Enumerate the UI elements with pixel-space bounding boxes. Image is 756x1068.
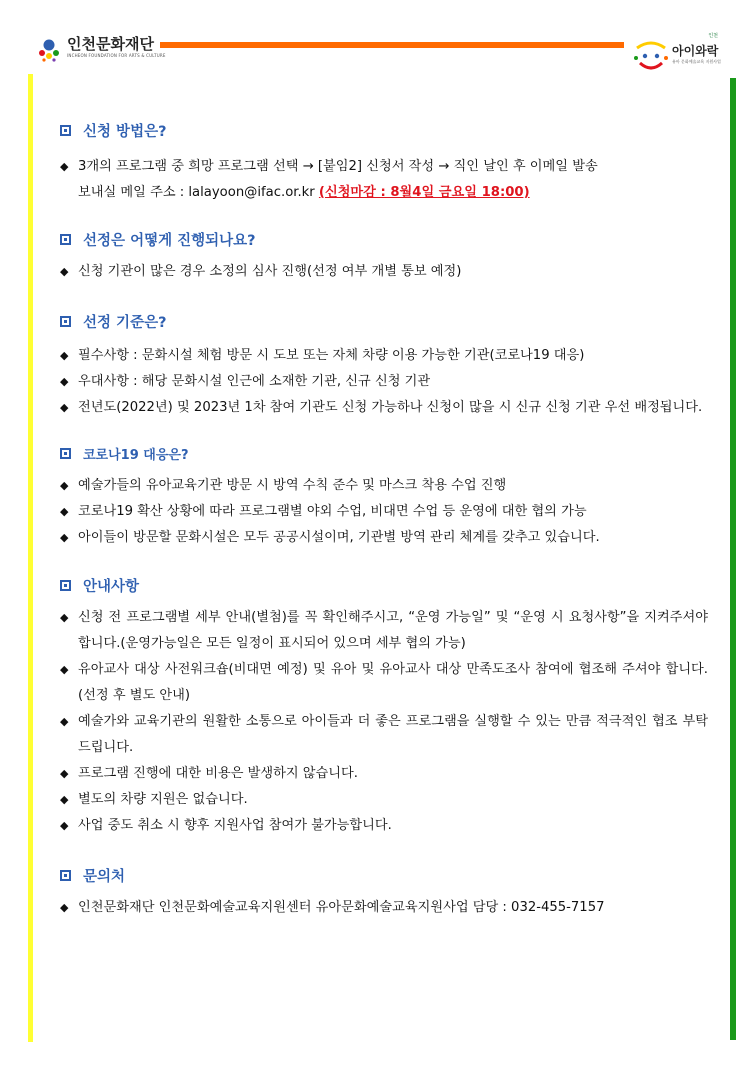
section-title-text: 코로나19 대응은? (83, 447, 189, 463)
list-item-text: 예술가와 교육기관의 원활한 소통으로 아이들과 더 좋은 프로그램을 실행할 수 있는 만큼 적극적인 협조 부탁 드립니다. (78, 714, 708, 755)
section-title (60, 118, 708, 142)
foundation-subtitle: INCHEON FOUNDATION FOR ARTS & CULTURE (67, 53, 166, 58)
right-green-bar (730, 78, 736, 1040)
list-item-text: 3개의 프로그램 중 희망 프로그램 선택 → [붙임2] 신청서 작성 → 직인 날인 후 이메일 발송 (78, 159, 598, 174)
document-body (60, 118, 708, 921)
diamond-bullet-icon: ◆ (60, 767, 69, 780)
square-bullet-icon (60, 580, 71, 591)
list-item-text: 신청 기관이 많은 경우 소정의 심사 진행(선정 여부 개별 통보 예정) (78, 264, 462, 279)
section-title-text: 신청 방법은? (83, 123, 167, 140)
list-item (60, 343, 708, 369)
section-contact (60, 863, 708, 921)
diamond-bullet-icon: ◆ (60, 663, 69, 676)
list-item (60, 657, 708, 709)
square-bullet-icon (60, 125, 71, 136)
list-item (60, 787, 708, 813)
list-item-text: 예술가들의 유아교육기관 방문 시 방역 수칙 준수 및 마스크 착용 수업 진행 (78, 478, 507, 493)
email-line-text: 보내실 메일 주소 : lalayoon@ifac.or.kr (78, 185, 319, 200)
square-bullet-icon (60, 448, 71, 459)
program-logo-icon (632, 36, 670, 76)
list-item (60, 395, 708, 421)
bullet-spacer (60, 180, 78, 206)
list-item-text: 필수사항 : 문화시설 체험 방문 시 도보 또는 자체 차량 이용 가능한 기관(코로나19 대응) (78, 348, 585, 363)
list-item-text: 사업 중도 취소 시 향후 지원사업 참여가 불가능합니다. (78, 818, 392, 833)
diamond-bullet-icon: ◆ (60, 349, 69, 362)
list-item-text: 인천문화재단 인천문화예술교육지원센터 유아문화예술교육지원사업 담당 : 032-455-7157 (78, 900, 605, 915)
square-bullet-icon (60, 316, 71, 327)
diamond-bullet-icon: ◆ (60, 611, 69, 624)
diamond-bullet-icon: ◆ (60, 160, 69, 173)
left-yellow-bar (28, 74, 33, 1042)
list-item (60, 605, 708, 657)
diamond-bullet-icon: ◆ (60, 265, 69, 278)
section-title (60, 227, 708, 251)
list-item (60, 154, 708, 180)
square-bullet-icon (60, 870, 71, 881)
list-item (60, 473, 708, 499)
diamond-bullet-icon: ◆ (60, 531, 69, 544)
diamond-bullet-icon: ◆ (60, 375, 69, 388)
list-item (60, 499, 708, 525)
square-bullet-icon (60, 234, 71, 245)
list-item-text: 우대사항 : 해당 문화시설 인근에 소재한 기관, 신규 신청 기관 (78, 374, 431, 389)
list-item (60, 525, 708, 551)
diamond-bullet-icon: ◆ (60, 505, 69, 518)
section-title (60, 863, 708, 887)
list-item (60, 180, 708, 206)
section-title-text: 선정은 어떻게 진행되나요? (83, 232, 256, 249)
list-item-text: 별도의 차량 지원은 없습니다. (78, 792, 248, 807)
page-header (0, 0, 756, 90)
deadline-text: (신청마감 : 8월4일 금요일 18:00) (318, 185, 530, 200)
program-logo-subtitle: 유아 문화예술교육 지원사업 (672, 59, 721, 64)
section-title-text: 안내사항 (83, 578, 140, 595)
section-title (60, 573, 708, 597)
list-item (60, 895, 708, 921)
list-item (60, 369, 708, 395)
list-item (60, 761, 708, 787)
section-apply (60, 118, 708, 206)
list-item (60, 259, 708, 285)
list-item-text: 전년도(2022년) 및 2023년 1차 참여 기관도 신청 가능하나 신청이 많을 시 신규 신청 기관 우선 배정됩니다. (78, 400, 703, 415)
list-item-text (78, 180, 708, 206)
diamond-bullet-icon: ◆ (60, 715, 69, 728)
section-selection-criteria (60, 309, 708, 421)
program-logo (632, 32, 722, 84)
foundation-logo (36, 36, 166, 62)
diamond-bullet-icon: ◆ (60, 901, 69, 914)
program-logo-top: 인천 (708, 33, 718, 39)
section-covid (60, 441, 708, 551)
section-selection-process (60, 227, 708, 285)
diamond-bullet-icon: ◆ (60, 793, 69, 806)
foundation-name: 인천문화재단 (67, 35, 154, 53)
diamond-bullet-icon: ◆ (60, 819, 69, 832)
section-title (60, 309, 708, 333)
section-title (60, 441, 708, 465)
list-item-text: 프로그램 진행에 대한 비용은 발생하지 않습니다. (78, 766, 358, 781)
section-title-text: 문의처 (83, 868, 126, 885)
list-item (60, 709, 708, 761)
section-notices (60, 573, 708, 839)
program-logo-name: 아이와락 (672, 44, 719, 58)
diamond-bullet-icon: ◆ (60, 401, 69, 414)
list-item-text: 신청 전 프로그램별 세부 안내(별첨)를 꼭 확인해주시고, “운영 가능일” 및 “운영 시 요청사항”을 지켜주셔야 합니다.(운영가능일은 모든 일정이 표시되어 있으며 세부 협의 가능) (78, 610, 708, 651)
diamond-bullet-icon: ◆ (60, 479, 69, 492)
foundation-logo-icon (36, 36, 62, 62)
header-orange-bar (160, 42, 624, 48)
list-item-text: 아이들이 방문할 문화시설은 모두 공공시설이며, 기관별 방역 관리 체계를 갖추고 있습니다. (78, 530, 600, 545)
list-item (60, 813, 708, 839)
list-item-text: 유아교사 대상 사전워크숍(비대면 예정) 및 유아 및 유아교사 대상 만족도조사 참여에 협조해 주셔야 합니다.(선정 후 별도 안내) (78, 662, 708, 703)
section-title-text: 선정 기준은? (83, 314, 167, 331)
list-item-text: 코로나19 확산 상황에 따라 프로그램별 야외 수업, 비대면 수업 등 운영에 대한 협의 가능 (78, 504, 587, 519)
